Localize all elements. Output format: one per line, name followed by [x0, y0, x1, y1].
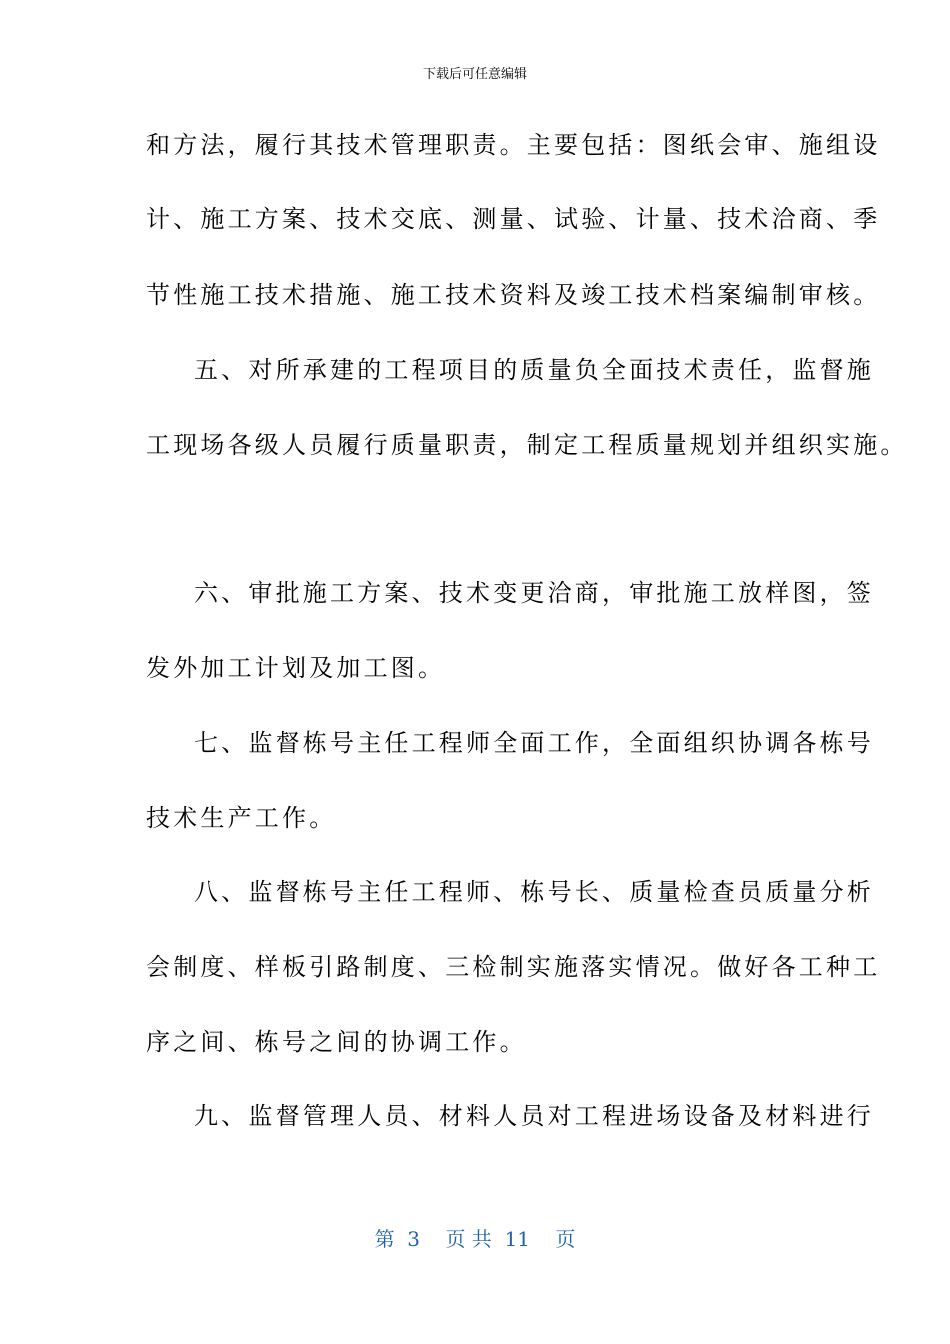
body-line-1: 和方法，履行其技术管理职责。主要包括：图纸会审、施组设	[146, 131, 881, 159]
body-line-5: 工现场各级人员履行质量职责，制定工程质量规划并组织实施。	[146, 431, 908, 459]
body-line-9: 技术生产工作。	[146, 804, 337, 832]
body-line-8: 七、监督栋号主任工程师全面工作，全面组织协调各栋号	[194, 729, 874, 757]
page-footer: 第 3 页 共 11 页	[374, 1227, 576, 1251]
body-line-10: 八、监督栋号主任工程师、栋号长、质量检查员质量分析	[194, 878, 874, 906]
body-line-4: 五、对所承建的工程项目的质量负全面技术责任，监督施	[194, 356, 874, 384]
body-line-11: 会制度、样板引路制度、三检制实施落实情况。做好各工种工	[146, 953, 881, 981]
body-line-6: 六、审批施工方案、技术变更洽商，审批施工放样图，签	[194, 579, 874, 607]
page-header: 下载后可任意编辑	[422, 67, 527, 82]
body-line-3: 节性施工技术措施、施工技术资料及竣工技术档案编制审核。	[146, 281, 881, 309]
body-line-13: 九、监督管理人员、材料人员对工程进场设备及材料进行	[194, 1102, 874, 1130]
body-line-7: 发外加工计划及加工图。	[146, 654, 446, 682]
body-line-12: 序之间、栋号之间的协调工作。	[146, 1028, 527, 1056]
body-line-2: 计、施工方案、技术交底、测量、试验、计量、技术洽商、季	[146, 205, 881, 233]
